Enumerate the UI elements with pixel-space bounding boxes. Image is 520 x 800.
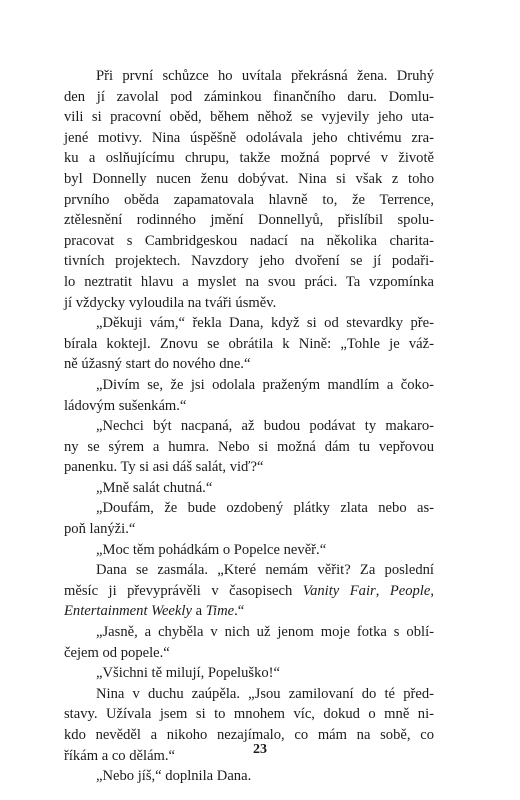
text-line: „Mně salát chutná.“ [96, 479, 213, 496]
text-line: měsíc ji převyprávěli v časopisech Vanity Fair, People, [64, 582, 434, 599]
text-line: lo neztratit hlavu a myslet na svou práci. Ta vzpomínka [64, 273, 434, 290]
text-line: „Nechci být nacpaná, až budou podávat ty makaro- [96, 418, 434, 435]
text-line: „Moc těm pohádkám o Popelce nevěř.“ [96, 541, 327, 558]
text-line: byl Donnelly nucen ženu dobývat. Nina si však z toho [64, 170, 434, 187]
paragraph [64, 66, 434, 313]
text-line: panenku. Ty si asi dáš salát, viď?“ [64, 459, 264, 476]
paragraph [64, 560, 434, 622]
paragraph [80, 540, 434, 561]
text-line: „Nebo jíš,“ doplnila Dana. [96, 768, 252, 785]
paragraph [80, 478, 434, 499]
paragraph [64, 622, 434, 663]
text-line: tivních projektech. Navzdory jeho dvoření se jí podaři- [64, 253, 434, 270]
text-line: říkám a co dělám.“ [64, 747, 176, 764]
text-line: jené motivy. Nina úspěšně odolávala jeho chtivému zra- [64, 129, 434, 146]
text-line: poň lanýži.“ [64, 521, 136, 538]
paragraph [64, 375, 434, 416]
text-line: bírala koktejl. Znovu se obrátila k Nině: „Tohle je váž- [64, 335, 434, 352]
text-line: „Děkuji vám,“ řekla Dana, když si od stevardky pře- [96, 315, 434, 332]
text-line: ztělesnění rodinného jmění Donnellyů, přislíbil spolu- [64, 212, 434, 229]
paragraph [80, 663, 434, 684]
text-line: ku a oslňujícímu chrupu, takže možná poprvé v životě [64, 150, 434, 167]
text-line: čejem od popele.“ [64, 644, 170, 661]
paragraph [64, 313, 434, 375]
text-line: ny se sýrem a humra. Nebo si možná dám tu vepřovou [64, 438, 434, 455]
text-line: Dana se zasmála. „Které nemám věřit? Za poslední [96, 562, 434, 579]
paragraph [64, 416, 434, 478]
text-line: jí vždycky vyloudila na tváři úsměv. [64, 294, 277, 311]
body-text [64, 66, 434, 787]
text-line: „Divím se, že jsi odolala praženým mandlím a čoko- [96, 376, 434, 393]
text-line: den jí zavolal pod záminkou finančního daru. Domlu- [64, 88, 434, 105]
text-line: Entertainment Weekly a Time.“ [64, 603, 245, 620]
page-number: 23 [253, 742, 267, 757]
text-line: Nina v duchu zaúpěla. „Jsou zamilovaní do té před- [96, 685, 434, 702]
text-line: pracovat s Cambridgeskou nadací na několika charita- [64, 232, 434, 249]
text-line: vili si pracovní oběd, během něhož se vyjevily jeho uta- [64, 109, 434, 126]
text-line: ládovým sušenkám.“ [64, 397, 187, 414]
text-line: „Doufám, že bude ozdobený plátky zlata nebo as- [96, 500, 434, 517]
paragraph [80, 766, 434, 787]
text-line: kdo nevěděl a nikoho nezajímalo, co mám na sobě, co [64, 727, 434, 743]
paragraph [64, 498, 434, 539]
text-line: ně úžasný start do nového dne.“ [64, 356, 251, 373]
text-line: stavy. Užívala jsem si to mnohem víc, dokud o mně ni- [64, 706, 434, 723]
text-line: prvního oběda zapamatovala hlavně to, že Terrence, [64, 191, 434, 208]
text-line: „Jasně, a chyběla v nich už jenom moje fotka s oblí- [96, 624, 434, 641]
text-line: „Všichni tě milují, Popeluško!“ [96, 665, 281, 682]
text-line: Při první schůzce ho uvítala překrásná žena. Druhý [96, 68, 434, 84]
